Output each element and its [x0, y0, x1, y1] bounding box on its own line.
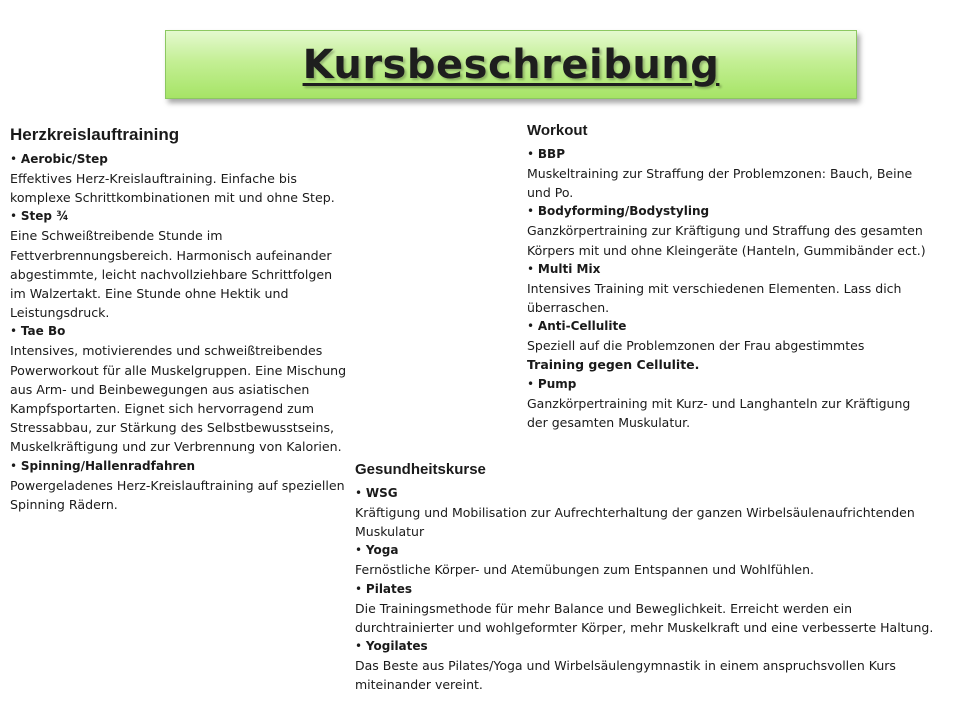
course-item: [10, 150, 350, 207]
section-heading: Gesundheitskurse: [355, 461, 486, 478]
course-item: [527, 202, 932, 259]
course-name: • Anti-Cellulite: [527, 317, 932, 336]
course-name: • Step ¾: [10, 207, 350, 226]
course-item: [527, 317, 932, 374]
course-item: [355, 484, 935, 541]
course-name: • Pump: [527, 375, 932, 394]
course-name: • BBP: [527, 145, 932, 164]
course-name: • WSG: [355, 484, 935, 503]
course-description: Muskeltraining zur Straffung der Problemzonen: Bauch, Beine und Po.: [527, 166, 913, 201]
course-description-emphasis: Training gegen Cellulite.: [527, 357, 700, 373]
section-heading: Herzkreislauftraining: [10, 125, 180, 144]
course-item: [355, 580, 935, 637]
course-item: [10, 457, 350, 514]
course-description: Ganzkörpertraining mit Kurz- und Langhanteln zur Kräftigung der gesamten Muskulatur.: [527, 395, 911, 430]
course-name: • Multi Mix: [527, 260, 932, 279]
course-description: Das Beste aus Pilates/Yoga und Wirbelsäulengymnastik in einem anspruchsvollen Kurs miteinander vereint.: [355, 658, 896, 693]
course-item: [355, 637, 935, 694]
course-item: [10, 322, 350, 456]
course-name: • Bodyforming/Bodystyling: [527, 202, 932, 221]
title-banner: [165, 30, 857, 99]
course-name: • Yogilates: [355, 637, 935, 656]
section-workout: [527, 121, 932, 432]
course-item: [355, 541, 935, 579]
course-description: Powergeladenes Herz-Kreislauftraining auf speziellen Spinning Rädern.: [10, 477, 345, 512]
section-gesundheitskurse: [355, 460, 935, 694]
course-description: Ganzkörpertraining zur Kräftigung und Straffung des gesamten Körpers mit und ohne Kleingeräte (Hanteln, Gummibänder ect.): [527, 223, 926, 258]
course-item: [527, 145, 932, 202]
course-name: • Spinning/Hallenradfahren: [10, 457, 350, 476]
course-description: Kräftigung und Mobilisation zur Aufrechterhaltung der ganzen Wirbelsäulenaufrichtenden Muskulatur: [355, 505, 915, 540]
course-name: • Tae Bo: [10, 322, 350, 341]
course-description: Die Trainingsmethode für mehr Balance und Beweglichkeit. Erreicht werden ein durchtrainierter und wohlgeformter Körper, mehr Muskelkraft und eine verbesserte Haltung.: [355, 600, 934, 635]
course-description: Intensives, motivierendes und schweißtreibendes Powerworkout für alle Muskelgruppen. Eine Mischung aus Arm- und Beinbewegungen aus asiatischen Kampfsportarten. Eignet sich hervorragend zum Stressabbau, zur Stärkung des Selbstbewusstseins, Muskelkräftigung und zur Verbrennung von Kalorien.: [10, 343, 347, 455]
section-heading: Workout: [527, 122, 588, 139]
course-item: [527, 375, 932, 432]
page-title: Kursbeschreibung: [302, 41, 720, 88]
section-herzkreislauftraining: [10, 124, 350, 514]
course-description: Eine Schweißtreibende Stunde im Fettverbrennungsbereich. Harmonisch aufeinander abgestimmte, leicht nachvollziehbare Schrittfolgen im Walzertakt. Eine Stunde ohne Hektik und Leistungsdruck.: [10, 228, 333, 321]
course-description: Fernöstliche Körper- und Atemübungen zum Entspannen und Wohlfühlen.: [355, 562, 815, 578]
course-item: [527, 260, 932, 317]
course-description: Intensives Training mit verschiedenen Elementen. Lass dich überraschen.: [527, 280, 902, 316]
course-name: • Aerobic/Step: [10, 150, 350, 169]
course-description: Speziell auf die Problemzonen der Frau abgestimmtes: [527, 338, 865, 354]
course-name: • Pilates: [355, 580, 935, 599]
course-name: • Yoga: [355, 541, 935, 560]
course-description: Effektives Herz-Kreislauftraining. Einfache bis komplexe Schrittkombinationen mit und ohne Step.: [10, 171, 335, 206]
course-item: [10, 207, 350, 322]
